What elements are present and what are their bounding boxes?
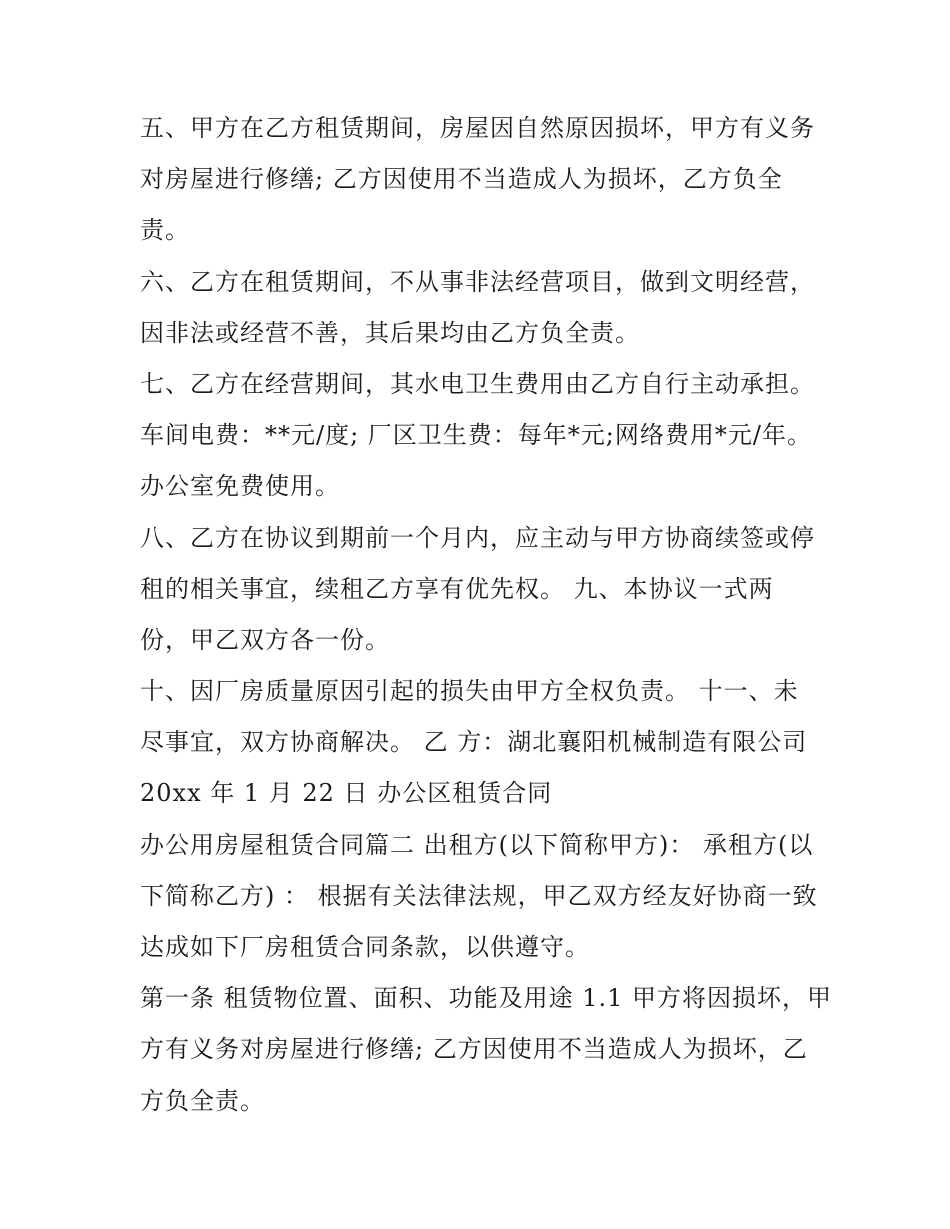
text-line: 五、甲方在乙方租赁期间，房屋因自然原因损坏，甲方有义务: [140, 114, 815, 142]
text-line: 份，甲乙双方各一份。: [140, 625, 390, 654]
text-line: 八、乙方在协议到期前一个月内，应主动与甲方协商续签或停: [140, 523, 815, 552]
text-line: 下简称乙方) ： 根据有关法律法规，甲乙双方经友好协商一致: [140, 881, 818, 910]
text-line: 办公室免费使用。: [140, 472, 340, 501]
text-line: 对房屋进行修缮; 乙方因使用不当造成人为损坏，乙方负全: [140, 165, 783, 194]
text-line: 达成如下厂房租赁合同条款，以供遵守。: [140, 933, 590, 961]
document-body: [140, 103, 833, 1127]
text-line: 20xx 年 1 月 22 日 办公区租赁合同: [140, 779, 553, 808]
text-line: 因非法或经营不善，其后果均由乙方负全责。: [140, 318, 640, 347]
text-line: 方有义务对房屋进行修缮; 乙方因使用不当造成人为损坏，乙: [140, 1035, 808, 1064]
text-line: 车间电费：**元/度; 厂区卫生费：每年*元;网络费用*元/年。: [140, 421, 812, 450]
text-line: 第一条 租赁物位置、面积、功能及用途 1.1 甲方将因损坏，甲: [140, 984, 833, 1013]
text-line: 责。: [140, 216, 190, 245]
text-line: 办公用房屋租赁合同篇二 出租方(以下简称甲方)： 承租方(以: [140, 830, 814, 859]
text-line: 七、乙方在经营期间，其水电卫生费用由乙方自行主动承担。: [140, 369, 815, 398]
text-line: 十、因厂房质量原因引起的损失由甲方全权负责。 十一、未: [140, 677, 799, 706]
text-line: 六、乙方在租赁期间，不从事非法经营项目，做到文明经营，: [140, 267, 815, 296]
text-line: 方负全责。: [140, 1086, 265, 1115]
text-line: 租的相关事宜，续租乙方享有优先权。 九、本协议一式两: [140, 574, 774, 603]
text-line: 尽事宜，双方协商解决。 乙 方：湖北襄阳机械制造有限公司: [140, 728, 808, 757]
